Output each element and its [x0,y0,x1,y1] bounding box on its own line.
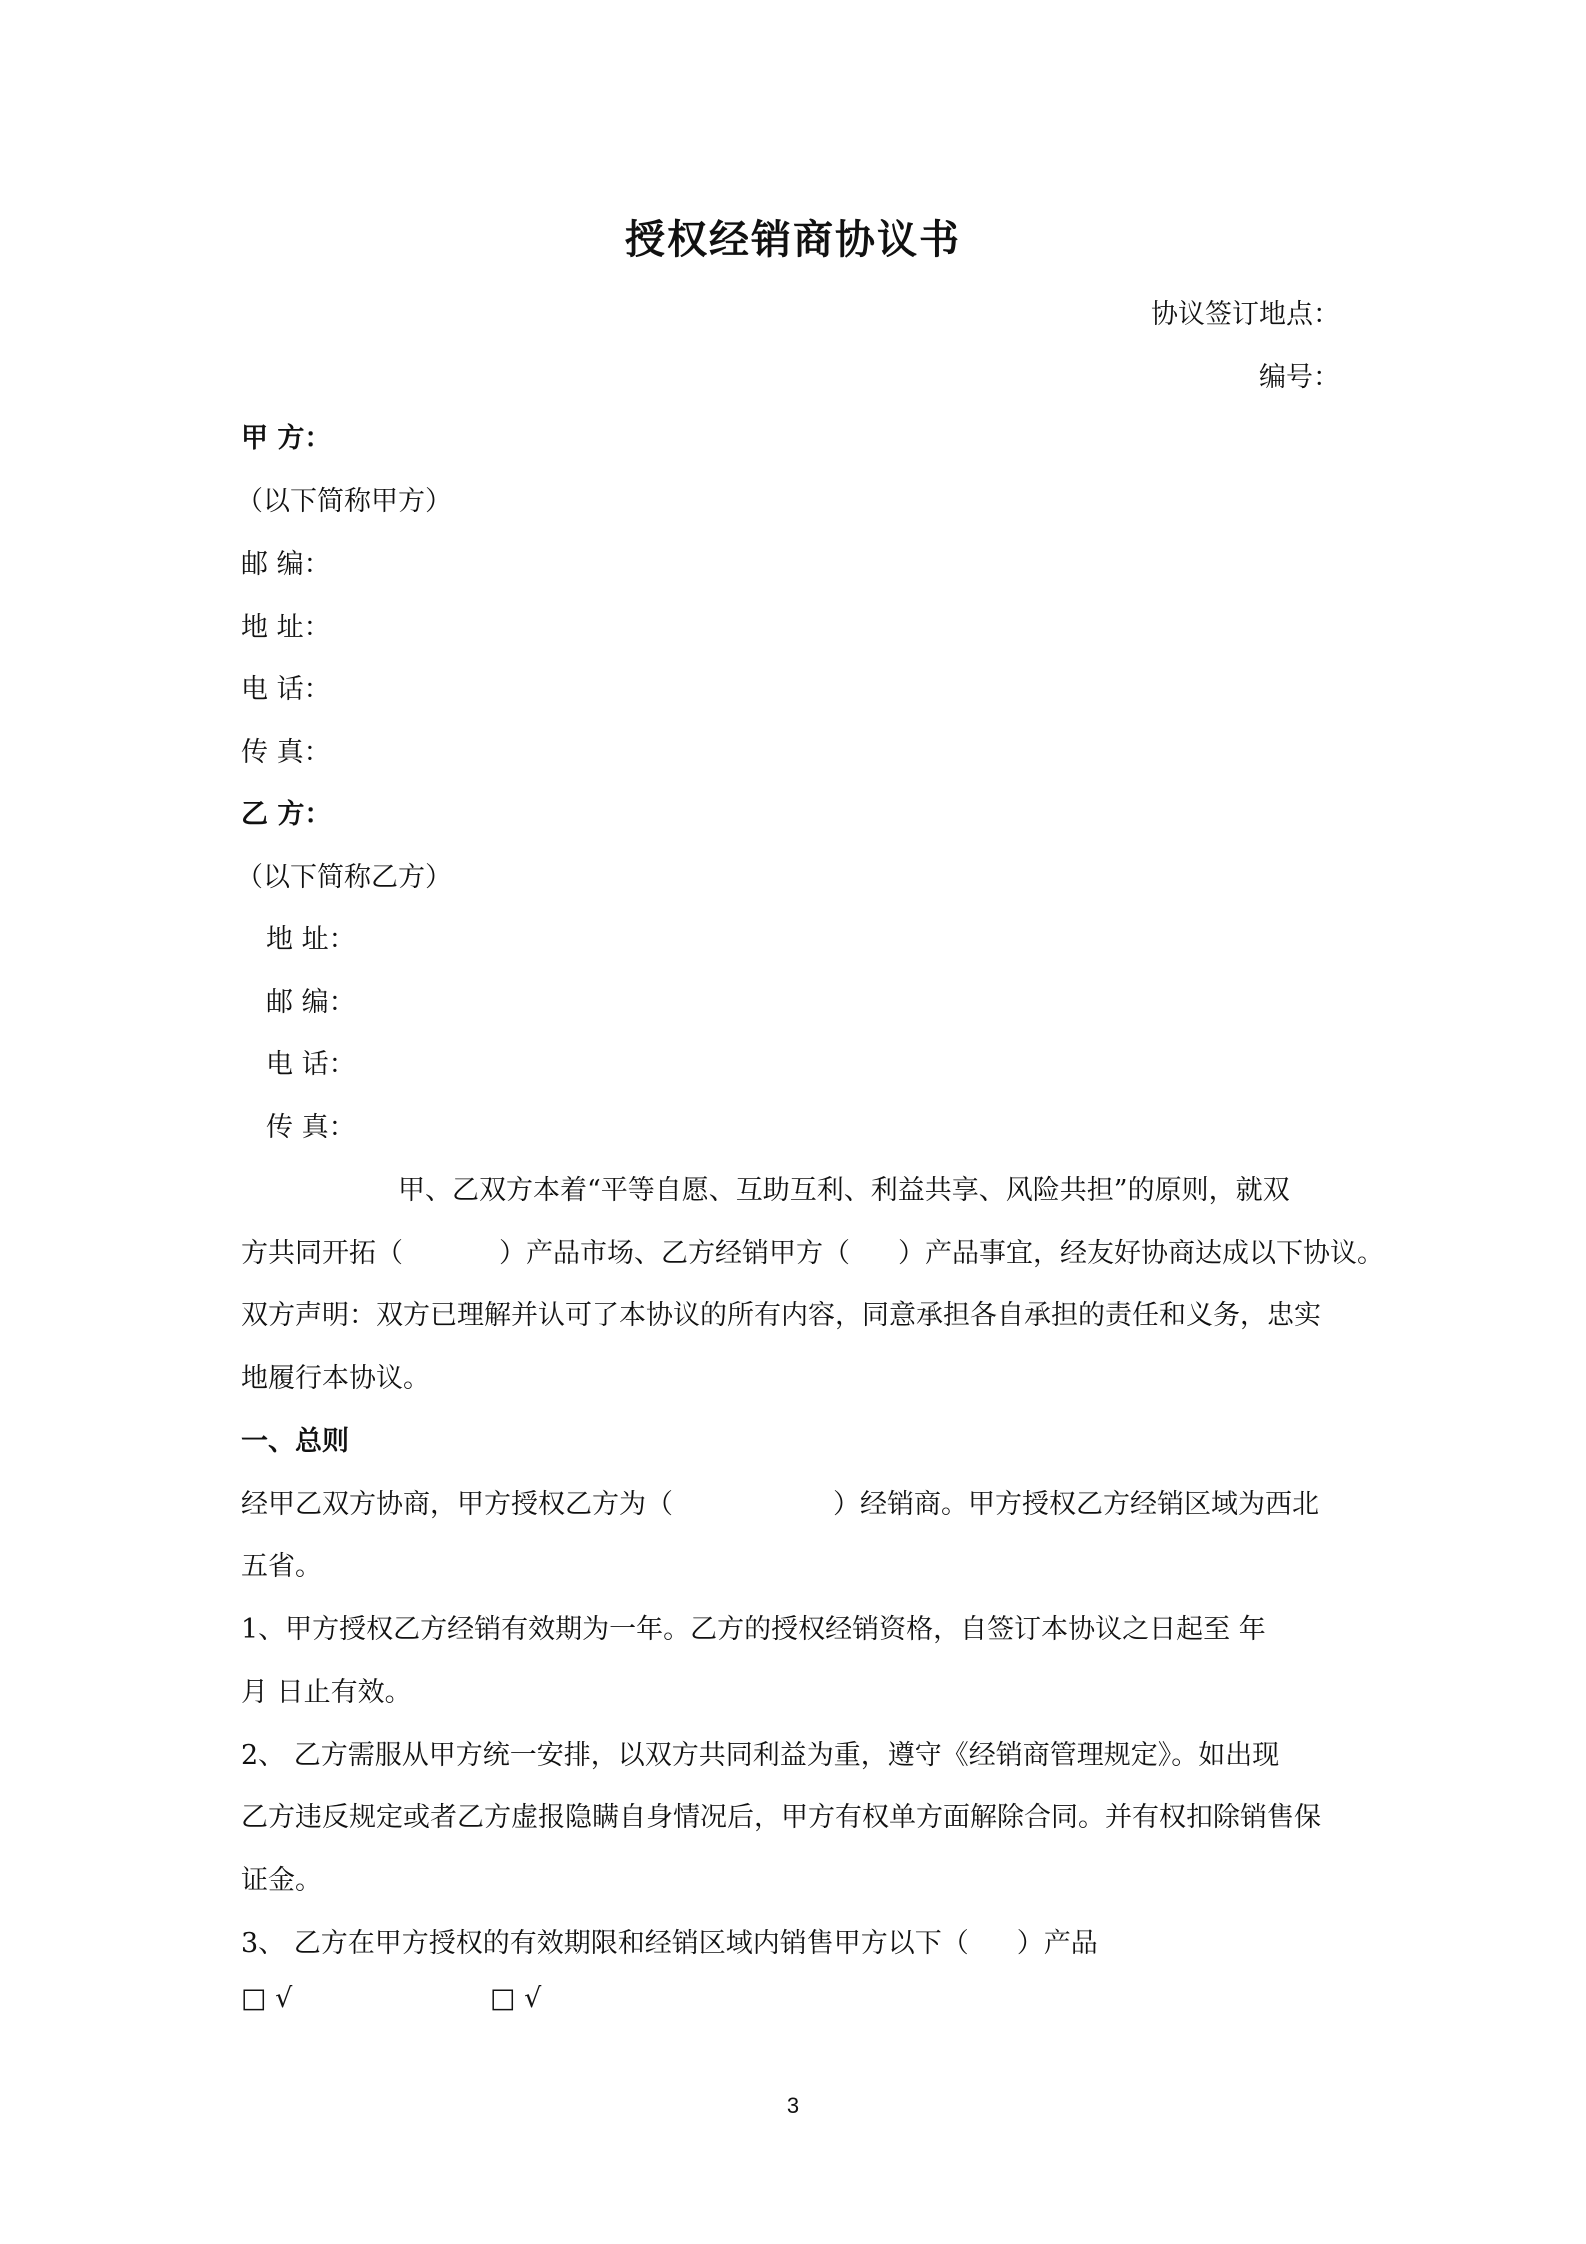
party-a-fax: 传 真： [241,737,331,768]
item-3-part-2: ）产品 [1016,1928,1098,1959]
party-b-address: 地 址： [266,924,356,955]
party-b-fax: 传 真： [266,1112,356,1143]
intro-line-2-part-3: ）产品事宜，经友好协商达成以下协议。 [898,1238,1384,1269]
party-a-label: 甲 方： [241,423,332,454]
party-b-label: 乙 方： [241,799,332,830]
intro-line-1: 甲、乙双方本着“平等自愿、互助互利、利益共享、风险共担”的原则，就双 [398,1175,1290,1206]
page-number: 3 [786,2093,800,2118]
section-1-line-2: 五省。 [241,1551,322,1582]
party-a-short: （以下简称甲方） [236,486,452,517]
party-b-postcode: 邮 编： [266,987,356,1018]
item-3-line-1 [241,1921,1098,1960]
intro-line-2-part-1: 方共同开拓（ [241,1238,403,1269]
item-3-part-1: 3、 乙方在甲方授权的有效期限和经销区域内销售甲方以下（ [241,1928,969,1959]
intro-line-2-part-2: ）产品市场、乙方经销甲方（ [499,1238,850,1269]
item-2-line-2: 乙方违反规定或者乙方虚报隐瞒自身情况后，甲方有权单方面解除合同。并有权扣除销售保 [241,1802,1321,1833]
document-title: 授权经销商协议书 [625,216,961,263]
item-2-line-3: 证金。 [241,1865,322,1896]
checkbox-option-2: □ √ [490,1983,542,2014]
party-a-phone: 电 话： [241,674,331,705]
section-1-line-1-part-1: 经甲乙双方协商，甲方授权乙方为（ [241,1489,673,1520]
intro-line-2 [241,1231,1384,1270]
party-a-postcode: 邮 编： [241,549,331,580]
intro-line-3: 双方声明：双方已理解并认可了本协议的所有内容，同意承担各自承担的责任和义务，忠实 [241,1300,1321,1331]
party-b-short: （以下简称乙方） [236,862,452,893]
item-2-line-1: 2、 乙方需服从甲方统一安排，以双方共同利益为重，遵守《经销商管理规定》。如出现 [241,1740,1280,1771]
item-1-line-2: 月 日止有效。 [241,1677,412,1708]
section-1-line-1 [241,1482,1319,1521]
party-a-address: 地 址： [241,612,331,643]
section-1-line-1-part-2: ）经销商。甲方授权乙方经销区域为西北 [833,1489,1319,1520]
number-label: 编号： [1259,362,1340,393]
sign-place-label: 协议签订地点： [1151,299,1340,330]
section-1-heading: 一、总则 [241,1426,349,1457]
item-1-line-1: 1、甲方授权乙方经销有效期为一年。乙方的授权经销资格，自签订本协议之日起至 年 [241,1614,1266,1645]
party-b-phone: 电 话： [266,1049,356,1080]
intro-line-4: 地履行本协议。 [241,1363,430,1394]
checkbox-option-1: □ √ [241,1983,293,2014]
